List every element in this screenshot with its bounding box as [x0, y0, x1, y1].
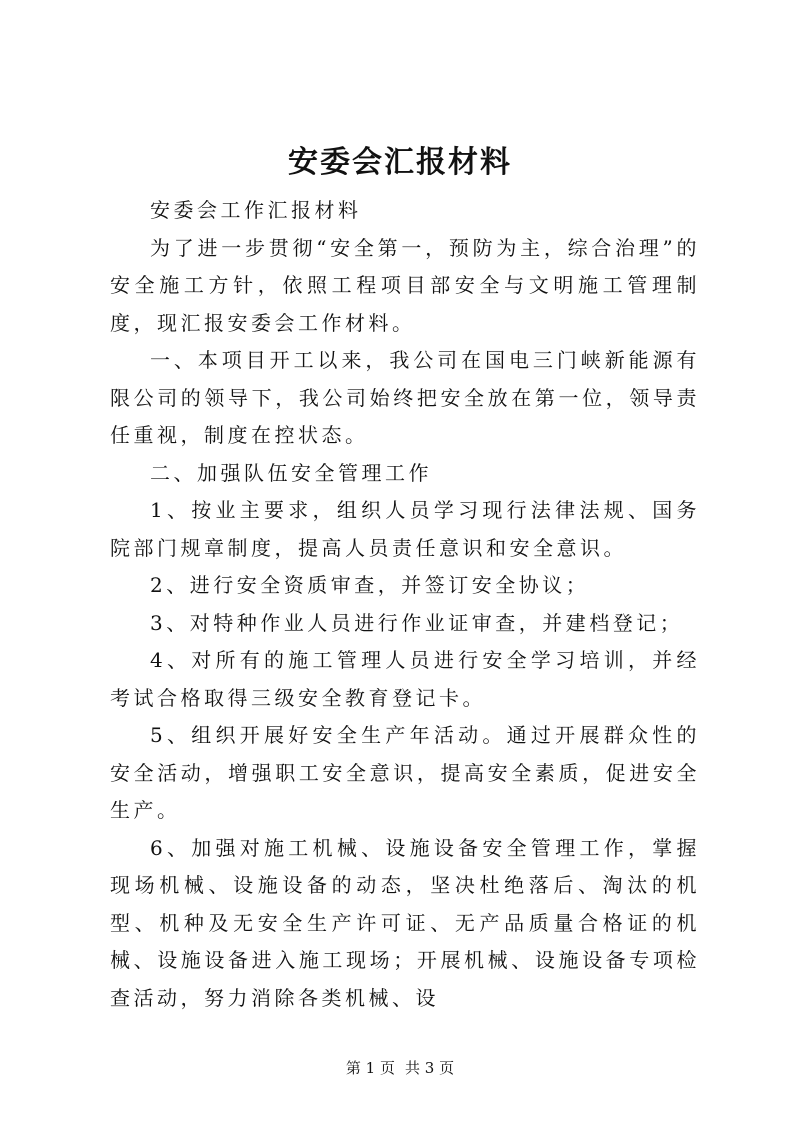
body-paragraph-section-1: 一、本项目开工以来，我公司在国电三门峡新能源有限公司的领导下，我公司始终把安全放在第一位，领导责任重视，制度在控状态。: [110, 348, 700, 447]
page-number-current: 第 1 页: [345, 1059, 395, 1077]
body-paragraph-item-5: 5、组织开展好安全生产年活动。通过开展群众性的安全活动，增强职工安全意识，提高安全素质，促进安全生产。: [110, 723, 700, 822]
body-paragraph-item-4: 4、对所有的施工管理人员进行安全学习培训，并经考试合格取得三级安全教育登记卡。: [110, 648, 700, 710]
body-paragraph-item-1: 1、按业主要求，组织人员学习现行法律法规、国务院部门规章制度，提高人员责任意识和安全意识。: [110, 498, 700, 560]
body-paragraph-item-3: 3、对特种作业人员进行作业证审查，并建档登记；: [150, 610, 684, 635]
body-paragraph-section-2-heading: 二、加强队伍安全管理工作: [150, 460, 432, 485]
body-paragraph-subtitle: 安委会工作汇报材料: [150, 198, 362, 222]
document-body: [110, 192, 700, 1017]
body-paragraph-item-2: 2、进行安全资质审查，并签订安全协议；: [150, 573, 590, 597]
page-number-total: 共 3 页: [405, 1059, 455, 1077]
page-footer: [0, 1058, 800, 1078]
body-paragraph-item-6: 6、加强对施工机械、设施设备安全管理工作，掌握现场机械、设施设备的动态，坚决杜绝落后、淘汰的机型、机种及无安全生产许可证、无产品质量合格证的机械、设施设备进入施工现场；开展机械、设施设备专项检查活动，努力消除各类机械、设: [110, 835, 700, 1010]
document-title: 安委会汇报材料: [288, 145, 512, 180]
body-paragraph-intro: 为了进一步贯彻“安全第一，预防为主，综合治理”的安全施工方针，依照工程项目部安全与文明施工管理制度，现汇报安委会工作材料。: [110, 235, 700, 335]
